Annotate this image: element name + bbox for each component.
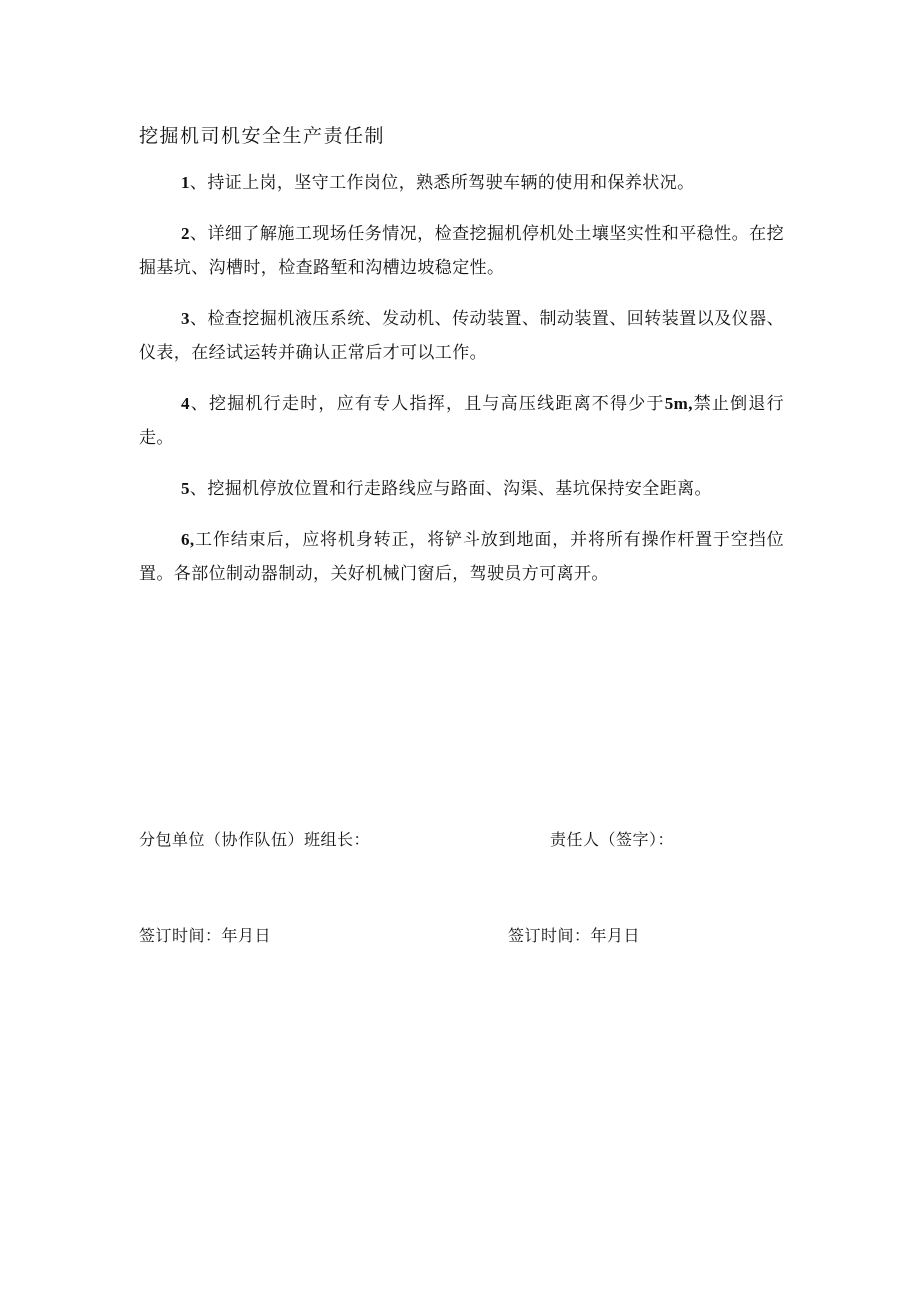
paragraph-6 [139,523,784,591]
paragraph-text: 检查挖掘机液压系统、发动机、传动装置、制动装置、回转装置以及仪器、仪表，在经试运转并确认正常后才可以工作。 [139,309,784,363]
paragraph-separator: 、 [189,479,208,499]
sign-time-right: 签订时间：年月日 [508,926,641,945]
paragraph-number: 3 [181,309,190,328]
paragraph-text: 持证上岗，坚守工作岗位，熟悉所驾驶车辆的使用和保养状况。 [207,173,695,193]
paragraph-separator: 、 [189,309,208,329]
paragraph-separator: 、 [189,394,209,414]
paragraph-5 [139,472,784,506]
paragraph-text: 挖掘机行走时，应有专人指挥，且与高压线距离不得少于 [208,394,665,414]
paragraph-4 [139,387,784,455]
signature-row [139,827,784,853]
paragraph-text: 详细了解施工现场任务情况，检查挖掘机停机处土壤坚实性和平稳性。在挖掘基坑、沟槽时，检查路堑和沟槽边坡稳定性。 [139,224,784,278]
paragraph-text: 挖掘机停放位置和行走路线应与路面、沟渠、基坑保持安全距离。 [207,479,712,499]
paragraph-text-bold: 5m, [664,394,693,413]
paragraph-text: 工作结束后，应将机身转正，将铲斗放到地面，并将所有操作杆置于空挡位置。各部位制动器制动，关好机械门窗后，驾驶员方可离开。 [139,530,784,584]
paragraph-number: 1 [181,173,190,192]
sign-time-row [139,923,784,949]
responsible-person-label: 责任人（签字）： [550,830,675,849]
paragraph-text-after: 禁止倒退行走。 [139,394,785,448]
paragraph-separator: 、 [189,173,208,193]
paragraph-number: 6, [181,530,195,549]
paragraph-number: 4 [181,394,190,413]
document-body [139,166,784,608]
paragraph-2 [139,217,784,285]
paragraph-separator: 、 [189,224,208,244]
document-title: 挖掘机司机安全生产责任制 [139,125,386,147]
paragraph-1 [139,166,784,200]
paragraph-number: 2 [181,224,190,243]
paragraph-number: 5 [181,479,190,498]
subcontractor-leader-label: 分包单位（协作队伍）班组长： [139,830,371,849]
paragraph-3 [139,302,784,370]
sign-time-left: 签订时间：年月日 [139,926,272,945]
